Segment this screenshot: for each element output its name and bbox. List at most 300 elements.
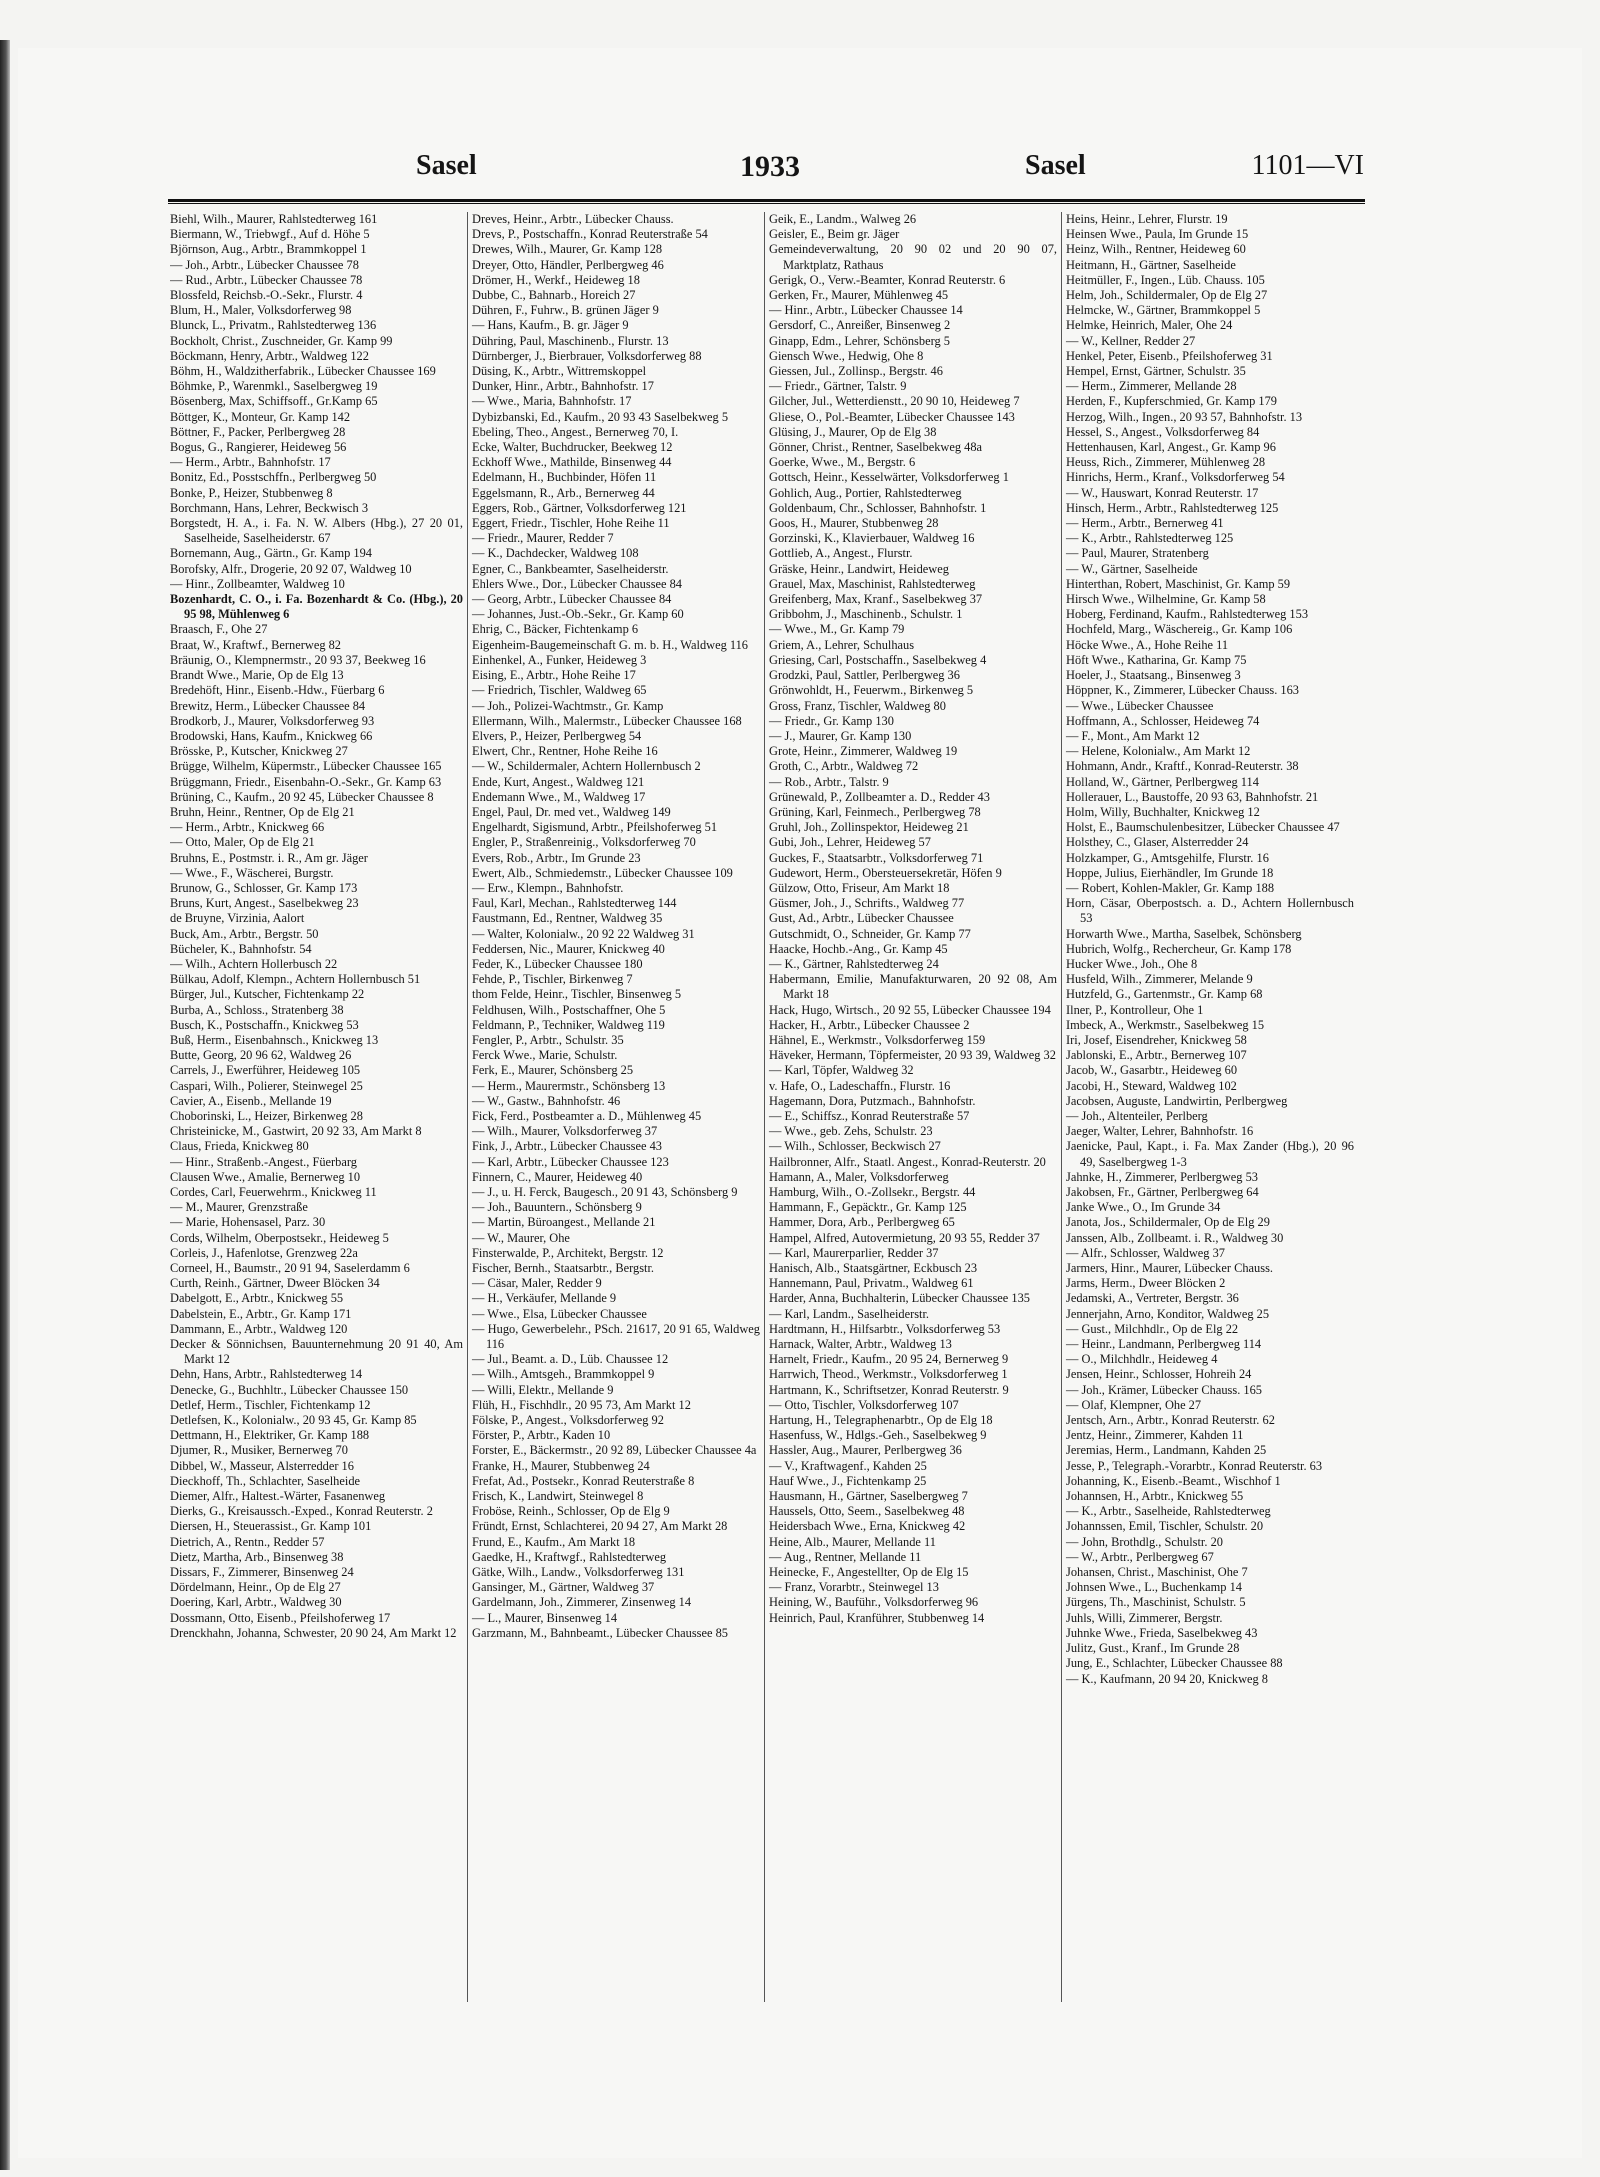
directory-entry: — Otto, Maler, Op de Elg 21 bbox=[170, 835, 315, 850]
directory-entry: Borofsky, Alfr., Drogerie, 20 92 07, Waldweg 10 bbox=[170, 561, 412, 576]
directory-entry: Gutschmidt, O., Schneider, Gr. Kamp 77 bbox=[769, 926, 971, 941]
directory-entry: Dabelgott, E., Arbtr., Knickweg 55 bbox=[170, 1291, 344, 1306]
directory-entry: Gansinger, M., Gärtner, Waldweg 37 bbox=[472, 1580, 655, 1595]
directory-entry: Fölske, P., Angest., Volksdorferweg 92 bbox=[472, 1413, 664, 1428]
directory-entry: Brügge, Wilhelm, Küpermstr., Lübecker Chaussee 165 bbox=[170, 759, 442, 774]
directory-entry: Christeinicke, M., Gastwirt, 20 92 33, Am Markt 8 bbox=[170, 1124, 422, 1139]
directory-entry: Hassler, Aug., Maurer, Perlbergweg 36 bbox=[769, 1443, 962, 1458]
directory-entry: Horwarth Wwe., Martha, Saselbek, Schönsberg bbox=[1066, 926, 1302, 941]
directory-entry: Bösenberg, Max, Schiffsoff., Gr.Kamp 65 bbox=[170, 394, 378, 409]
directory-entry: — Joh., Bauuntern., Schönsberg 9 bbox=[472, 1200, 642, 1215]
directory-entry: Froböse, Reinh., Schlosser, Op de Elg 9 bbox=[472, 1504, 670, 1519]
directory-entry: Brösske, P., Kutscher, Knickweg 27 bbox=[170, 744, 348, 759]
directory-entry: Brodkorb, J., Maurer, Volksdorferweg 93 bbox=[170, 713, 375, 728]
directory-entry: Ellermann, Wilh., Malermstr., Lübecker Chaussee 168 bbox=[472, 713, 742, 728]
directory-entry: Haacke, Hochb.-Ang., Gr. Kamp 45 bbox=[769, 941, 948, 956]
directory-entry: Häveker, Hermann, Töpfermeister, 20 93 39, Waldweg 32 bbox=[769, 1048, 1056, 1063]
directory-entry: — J., Maurer, Gr. Kamp 130 bbox=[769, 728, 912, 743]
directory-entry: Dybizbanski, Ed., Kaufm., 20 93 43 Saselbekweg 5 bbox=[472, 409, 729, 424]
directory-entry: — Willi, Elektr., Mellande 9 bbox=[472, 1382, 614, 1397]
directory-entry: Gribbohm, J., Maschinenb., Schulstr. 1 bbox=[769, 607, 963, 622]
directory-entry: Greifenberg, Max, Kranf., Saselbekweg 37 bbox=[769, 592, 983, 607]
directory-entry: — W., Kellner, Redder 27 bbox=[1066, 333, 1196, 348]
directory-entry: Drenckhahn, Johanna, Schwester, 20 90 24, Am Markt 12 bbox=[170, 1625, 457, 1640]
directory-entry: Forster, E., Bäckermstr., 20 92 89, Lübecker Chaussee 4a bbox=[472, 1443, 757, 1458]
directory-entry: Braasch, F., Ohe 27 bbox=[170, 622, 268, 637]
directory-entry: Griem, A., Lehrer, Schulhaus bbox=[769, 637, 915, 652]
directory-entry: Guckes, F., Staatsarbtr., Volksdorferweg 71 bbox=[769, 850, 984, 865]
directory-entry: Eigenheim-Baugemeinschaft G. m. b. H., Waldweg 116 bbox=[472, 637, 749, 652]
directory-entry: — Otto, Tischler, Volksdorferweg 107 bbox=[769, 1397, 959, 1412]
directory-entry: — John, Brothdlg., Schulstr. 20 bbox=[1066, 1534, 1223, 1549]
directory-entry: Jung, E., Schlachter, Lübecker Chaussee 88 bbox=[1066, 1656, 1283, 1671]
directory-entry: — Joh., Arbtr., Lübecker Chaussee 78 bbox=[170, 257, 359, 272]
directory-entry: Gaedke, H., Kraftwgf., Rahlstedterweg bbox=[472, 1549, 667, 1564]
directory-entry: Jesse, P., Telegraph.-Vorarbtr., Konrad Reuterstr. 63 bbox=[1066, 1458, 1323, 1473]
directory-entry: Böttger, K., Monteur, Gr. Kamp 142 bbox=[170, 409, 351, 424]
directory-entry: Djumer, R., Musiker, Bernerweg 70 bbox=[170, 1443, 348, 1458]
directory-entry: Heinrich, Paul, Kranführer, Stubbenweg 14 bbox=[769, 1610, 985, 1625]
directory-entry: Jennerjahn, Arno, Konditor, Waldweg 25 bbox=[1066, 1306, 1270, 1321]
directory-entry: Bruns, Kurt, Angest., Saselbekweg 23 bbox=[170, 896, 359, 911]
directory-entry: Güsmer, Joh., J., Schrifts., Waldweg 77 bbox=[769, 896, 965, 911]
directory-entry: Franke, H., Maurer, Stubbenweg 24 bbox=[472, 1458, 650, 1473]
directory-entry: — Helene, Kolonialw., Am Markt 12 bbox=[1066, 744, 1251, 759]
directory-entry: — Franz, Vorarbtr., Steinwegel 13 bbox=[769, 1580, 939, 1595]
directory-entry: — J., u. H. Ferck, Baugesch., 20 91 43, Schönsberg 9 bbox=[472, 1185, 738, 1199]
directory-entry: — O., Milchhdlr., Heideweg 4 bbox=[1066, 1352, 1218, 1367]
directory-entry: Janssen, Alb., Zollbeamt. i. R., Waldweg 30 bbox=[1066, 1230, 1284, 1245]
directory-entry: Gohlich, Aug., Portier, Rahlstedterweg bbox=[769, 485, 962, 500]
directory-entry: Bogus, G., Rangierer, Heideweg 56 bbox=[170, 440, 347, 455]
directory-entry: Hessel, S., Angest., Volksdorferweg 84 bbox=[1066, 424, 1260, 439]
directory-entry: Bockholt, Christ., Zuschneider, Gr. Kamp 99 bbox=[170, 333, 393, 348]
directory-entry: Hoberg, Ferdinand, Kaufm., Rahlstedterweg 153 bbox=[1066, 607, 1309, 622]
directory-entry: Iri, Josef, Eisendreher, Knickweg 58 bbox=[1066, 1032, 1247, 1047]
directory-entry: Bornemann, Aug., Gärtn., Gr. Kamp 194 bbox=[170, 546, 373, 561]
directory-entry: Hinterthan, Robert, Maschinist, Gr. Kamp 59 bbox=[1066, 576, 1291, 591]
directory-entry: Holst, E., Baumschulenbesitzer, Lübecker Chaussee 47 bbox=[1066, 820, 1340, 835]
directory-entry: — Wilh., Amtsgeh., Brammkoppel 9 bbox=[472, 1367, 655, 1382]
directory-entry: Buß, Herm., Eisenbahnsch., Knickweg 13 bbox=[170, 1032, 379, 1047]
directory-entry: — Martin, Büroangest., Mellande 21 bbox=[472, 1215, 656, 1230]
directory-entry: Hausmann, H., Gärtner, Saselbergweg 7 bbox=[769, 1489, 968, 1504]
directory-entry: Hamann, A., Maler, Volksdorferweg bbox=[769, 1169, 949, 1184]
directory-entry: — Wilh., Achtern Hollerbusch 22 bbox=[170, 956, 338, 971]
directory-entry: — W., Gastw., Bahnhofstr. 46 bbox=[472, 1093, 621, 1108]
directory-entry: Böttner, F., Packer, Perlbergweg 28 bbox=[170, 424, 346, 439]
directory-entry: Henkel, Peter, Eisenb., Pfeilshoferweg 31 bbox=[1066, 348, 1273, 363]
column-2 bbox=[467, 212, 764, 2002]
directory-entry: Fischer, Bernh., Staatsarbtr., Bergstr. bbox=[472, 1261, 655, 1276]
directory-entry: Flüh, H., Fischhdlr., 20 95 73, Am Markt 12 bbox=[472, 1397, 691, 1412]
directory-entry: Grauel, Max, Maschinist, Rahlstedterweg bbox=[769, 576, 976, 591]
directory-entry: Jedamski, A., Vertreter, Bergstr. 36 bbox=[1066, 1291, 1239, 1306]
directory-entry: Drevs, P., Postschaffn., Konrad Reuterstraße 54 bbox=[472, 227, 708, 242]
directory-entry: Grönwohldt, H., Feuerwm., Birkenweg 5 bbox=[769, 683, 974, 698]
directory-entry: Gliese, O., Pol.-Beamter, Lübecker Chaussee 143 bbox=[769, 409, 1015, 424]
directory-entry: Glüsing, J., Maurer, Op de Elg 38 bbox=[769, 424, 937, 439]
directory-entry: Drewes, Wilh., Maurer, Gr. Kamp 128 bbox=[472, 242, 663, 257]
directory-entry: Juhls, Willi, Zimmerer, Bergstr. bbox=[1066, 1610, 1223, 1625]
directory-entry: Gubi, Joh., Lehrer, Heideweg 57 bbox=[769, 835, 931, 850]
directory-entry: Ebeling, Theo., Angest., Bernerweg 70, I. bbox=[472, 424, 679, 439]
directory-entry: — Olaf, Klempner, Ohe 27 bbox=[1066, 1397, 1202, 1412]
directory-entry: Husfeld, Wilh., Zimmerer, Melande 9 bbox=[1066, 972, 1253, 987]
directory-entry: Ferk, E., Maurer, Schönsberg 25 bbox=[472, 1063, 634, 1078]
directory-entry: Blunck, L., Privatm., Rahlstedterweg 136 bbox=[170, 318, 377, 333]
directory-entry: Hettenhausen, Karl, Angest., Gr. Kamp 96 bbox=[1066, 440, 1276, 455]
directory-entry: Hochfeld, Marg., Wäschereig., Gr. Kamp 106 bbox=[1066, 622, 1293, 637]
header-place-right: Sasel bbox=[1025, 150, 1086, 181]
directory-entry: Bürger, Jul., Kutscher, Fichtenkamp 22 bbox=[170, 987, 365, 1002]
directory-entry: Böhmke, P., Warenmkl., Saselbergweg 19 bbox=[170, 379, 378, 394]
directory-entry: v. Hafe, O., Ladeschaffn., Flurstr. 16 bbox=[769, 1078, 951, 1093]
directory-entry: — Friedr., Gr. Kamp 130 bbox=[769, 713, 894, 728]
directory-entry: — Karl, Maurerparlier, Redder 37 bbox=[769, 1245, 939, 1260]
directory-entry: — E., Schiffsz., Konrad Reuterstraße 57 bbox=[769, 1108, 970, 1123]
directory-entry: Hinrichs, Herm., Kranf., Volksdorferweg 54 bbox=[1066, 470, 1285, 485]
directory-entry: Elwert, Chr., Rentner, Hohe Reihe 16 bbox=[472, 744, 658, 759]
directory-entry: Dreyer, Otto, Händler, Perlbergweg 46 bbox=[472, 257, 664, 272]
directory-columns bbox=[170, 212, 1368, 2002]
directory-entry: Frisch, K., Landwirt, Steinwegel 8 bbox=[472, 1489, 644, 1504]
directory-entry: Engler, P., Straßenreinig., Volksdorferweg 70 bbox=[472, 835, 696, 850]
directory-entry: Brewitz, Herm., Lübecker Chaussee 84 bbox=[170, 698, 366, 713]
directory-entry: Busch, K., Postschaffn., Knickweg 53 bbox=[170, 1017, 359, 1032]
directory-entry: Feldhusen, Wilh., Postschaffner, Ohe 5 bbox=[472, 1002, 666, 1017]
directory-entry: Dissars, F., Zimmerer, Binsenweg 24 bbox=[170, 1565, 354, 1580]
directory-entry: Finsterwalde, P., Architekt, Bergstr. 12 bbox=[472, 1245, 664, 1260]
directory-entry: Engelhardt, Sigismund, Arbtr., Pfeilshoferweg 51 bbox=[472, 820, 718, 835]
directory-entry: — Paul, Maurer, Stratenberg bbox=[1066, 546, 1209, 561]
directory-entry: Hinsch, Herm., Arbtr., Rahlstedterweg 125 bbox=[1066, 500, 1279, 515]
directory-entry: Dibbel, W., Masseur, Alsterredder 16 bbox=[170, 1458, 354, 1473]
directory-entry: Hempel, Ernst, Gärtner, Schulstr. 35 bbox=[1066, 364, 1246, 379]
directory-entry: de Bruyne, Virzinia, Aalort bbox=[170, 911, 305, 926]
directory-entry: Butte, Georg, 20 96 62, Waldweg 26 bbox=[170, 1048, 352, 1063]
directory-entry: Buck, Am., Arbtr., Bergstr. 50 bbox=[170, 926, 319, 941]
directory-entry: Dühren, F., Fuhrw., B. grünen Jäger 9 bbox=[472, 303, 659, 318]
directory-entry: Hucker Wwe., Joh., Ohe 8 bbox=[1066, 956, 1198, 971]
directory-entry: Dammann, E., Arbtr., Waldweg 120 bbox=[170, 1321, 348, 1336]
directory-entry: Heitmüller, F., Ingen., Lüb. Chauss. 105 bbox=[1066, 272, 1265, 287]
directory-entry: Burba, A., Schloss., Stratenberg 38 bbox=[170, 1002, 344, 1017]
directory-entry: Denecke, G., Buchhltr., Lübecker Chaussee 150 bbox=[170, 1382, 409, 1397]
directory-entry: — Wilh., Maurer, Volksdorferweg 37 bbox=[472, 1124, 658, 1139]
directory-entry: Geik, E., Landm., Walweg 26 bbox=[769, 212, 917, 226]
directory-entry: Hack, Hugo, Wirtsch., 20 92 55, Lübecker Chaussee 194 bbox=[769, 1002, 1051, 1017]
directory-entry: — Walter, Kolonialw., 20 92 22 Waldweg 31 bbox=[472, 926, 695, 941]
directory-entry: Frefat, Ad., Postsekr., Konrad Reuterstraße 8 bbox=[472, 1473, 695, 1488]
directory-entry: Juhnke Wwe., Frieda, Saselbekweg 43 bbox=[1066, 1625, 1258, 1640]
directory-entry: Corneel, H., Baumstr., 20 91 94, Saselerdamm 6 bbox=[170, 1261, 410, 1276]
directory-entry: Grünewald, P., Zollbeamter a. D., Redder 43 bbox=[769, 789, 990, 804]
directory-entry: Hampel, Alfred, Autovermietung, 20 93 55, Redder 37 bbox=[769, 1230, 1040, 1245]
directory-entry: Frund, E., Kaufm., Am Markt 18 bbox=[472, 1534, 636, 1549]
directory-entry: — W., Hauswart, Konrad Reuterstr. 17 bbox=[1066, 485, 1259, 500]
directory-entry: — V., Kraftwagenf., Kahden 25 bbox=[769, 1458, 927, 1473]
directory-entry: Johnsen Wwe., L., Buchenkamp 14 bbox=[1066, 1580, 1242, 1595]
directory-entry: Hoppe, Julius, Eierhändler, Im Grunde 18 bbox=[1066, 865, 1274, 880]
directory-entry: Brandt Wwe., Marie, Op de Elg 13 bbox=[170, 668, 344, 683]
directory-entry: — K., Dachdecker, Waldweg 108 bbox=[472, 546, 639, 561]
directory-entry: — Johannes, Just.-Ob.-Sekr., Gr. Kamp 60 bbox=[472, 607, 684, 622]
directory-entry: Jürgens, Th., Maschinist, Schulstr. 5 bbox=[1066, 1595, 1246, 1610]
directory-entry: — Joh., Polizei-Wachtmstr., Gr. Kamp bbox=[472, 698, 664, 713]
directory-entry: Jakobsen, Fr., Gärtner, Perlbergweg 64 bbox=[1066, 1185, 1259, 1199]
directory-entry: Hagemann, Dora, Putzmach., Bahnhofstr. bbox=[769, 1093, 976, 1108]
directory-entry: Hubrich, Wolfg., Rechercheur, Gr. Kamp 178 bbox=[1066, 941, 1292, 956]
directory-entry: Faustmann, Ed., Rentner, Waldweg 35 bbox=[472, 911, 663, 926]
directory-entry: Hollerauer, L., Baustoffe, 20 93 63, Bahnhofstr. 21 bbox=[1066, 789, 1319, 804]
directory-entry: Braat, W., Kraftwf., Bernerweg 82 bbox=[170, 637, 342, 652]
directory-entry: — Herm., Zimmerer, Mellande 28 bbox=[1066, 379, 1237, 394]
directory-entry: Brodowski, Hans, Kaufm., Knickweg 66 bbox=[170, 728, 373, 743]
directory-entry: Heidersbach Wwe., Erna, Knickweg 42 bbox=[769, 1519, 966, 1534]
directory-entry: Herzog, Wilh., Ingen., 20 93 57, Bahnhofstr. 13 bbox=[1066, 409, 1303, 424]
directory-entry: Blossfeld, Reichsb.-O.-Sekr., Flurstr. 4 bbox=[170, 288, 363, 303]
directory-entry: Hasenfuss, W., Hdlgs.-Geh., Saselbekweg 9 bbox=[769, 1428, 987, 1443]
directory-entry: Gust, Ad., Arbtr., Lübecker Chaussee bbox=[769, 911, 954, 926]
header-rule bbox=[168, 199, 1365, 204]
column-1 bbox=[170, 212, 467, 2002]
page-header bbox=[158, 150, 1364, 198]
directory-entry: Garzmann, M., Bahnbeamt., Lübecker Chaussee 85 bbox=[472, 1625, 728, 1640]
directory-entry: Bruhn, Heinr., Rentner, Op de Elg 21 bbox=[170, 804, 355, 819]
directory-entry: Jaeger, Walter, Lehrer, Bahnhofstr. 16 bbox=[1066, 1124, 1254, 1139]
directory-entry: Bonitz, Ed., Posstschffn., Perlbergweg 50 bbox=[170, 470, 377, 485]
column-3 bbox=[764, 212, 1061, 2002]
directory-entry: — Robert, Kohlen-Makler, Gr. Kamp 188 bbox=[1066, 880, 1275, 895]
directory-entry: Höppner, K., Zimmerer, Lübecker Chauss. 163 bbox=[1066, 683, 1299, 698]
directory-entry: Dabelstein, E., Arbtr., Gr. Kamp 171 bbox=[170, 1306, 352, 1321]
directory-entry: — Wwe., M., Gr. Kamp 79 bbox=[769, 622, 905, 637]
directory-entry: Hirsch Wwe., Wilhelmine, Gr. Kamp 58 bbox=[1066, 592, 1266, 607]
directory-entry: — Rud., Arbtr., Lübecker Chaussee 78 bbox=[170, 272, 363, 287]
directory-entry: Choborinski, L., Heizer, Birkenweg 28 bbox=[170, 1108, 363, 1123]
directory-entry: Holm, Willy, Buchhalter, Knickweg 12 bbox=[1066, 804, 1260, 819]
directory-entry: Hohmann, Andr., Kraftf., Konrad-Reuterstr. 38 bbox=[1066, 759, 1299, 774]
directory-entry: Bülkau, Adolf, Klempn., Achtern Hollernbusch 51 bbox=[170, 972, 421, 987]
directory-entry: — Gust., Milchhdlr., Op de Elg 22 bbox=[1066, 1321, 1239, 1336]
directory-entry: — Karl, Töpfer, Waldweg 32 bbox=[769, 1063, 914, 1078]
directory-entry: — Herm., Maurermstr., Schönsberg 13 bbox=[472, 1078, 666, 1093]
directory-entry: Gottsch, Heinr., Kesselwärter, Volksdorferweg 1 bbox=[769, 470, 1009, 485]
directory-entry: Harrwich, Theod., Werkmstr., Volksdorferweg 1 bbox=[769, 1367, 1008, 1382]
directory-entry: Claus, Frieda, Knickweg 80 bbox=[170, 1139, 309, 1154]
directory-entry: Heinsen Wwe., Paula, Im Grunde 15 bbox=[1066, 227, 1249, 242]
directory-entry: Blum, H., Maler, Volksdorferweg 98 bbox=[170, 303, 352, 318]
directory-entry: Ehrig, C., Bäcker, Fichtenkamp 6 bbox=[472, 622, 639, 637]
directory-entry: Dunker, Hinr., Arbtr., Bahnhofstr. 17 bbox=[472, 379, 654, 394]
directory-entry: Edelmann, H., Buchbinder, Höfen 11 bbox=[472, 470, 657, 485]
directory-entry: Hailbronner, Alfr., Staatl. Angest., Konrad-Reuterstr. 20 bbox=[769, 1154, 1046, 1169]
directory-entry: Ecke, Walter, Buchdrucker, Beekweg 12 bbox=[472, 440, 673, 455]
directory-entry: — L., Maurer, Binsenweg 14 bbox=[472, 1610, 618, 1625]
directory-entry: — Joh., Altenteiler, Perlberg bbox=[1066, 1108, 1208, 1123]
directory-entry: — K., Gärtner, Rahlstedterweg 24 bbox=[769, 956, 939, 971]
directory-entry: Jahnke, H., Zimmerer, Perlbergweg 53 bbox=[1066, 1169, 1258, 1184]
directory-entry: Feder, K., Lübecker Chaussee 180 bbox=[472, 956, 643, 971]
directory-entry: Goos, H., Maurer, Stubbenweg 28 bbox=[769, 516, 939, 531]
directory-entry: Janota, Jos., Schildermaler, Op de Elg 29 bbox=[1066, 1215, 1270, 1230]
directory-entry: — Wwe., geb. Zehs, Schulstr. 23 bbox=[769, 1124, 933, 1139]
directory-entry: Brunow, G., Schlosser, Gr. Kamp 173 bbox=[170, 880, 358, 895]
directory-entry: — Hinr., Zollbeamter, Waldweg 10 bbox=[170, 576, 345, 591]
directory-entry: Dehn, Hans, Arbtr., Rahlstedterweg 14 bbox=[170, 1367, 363, 1382]
directory-entry: Gruhl, Joh., Zollinspektor, Heideweg 21 bbox=[769, 820, 969, 835]
directory-entry: Harnelt, Friedr., Kaufm., 20 95 24, Bernerweg 9 bbox=[769, 1352, 1009, 1367]
directory-entry: — K., Arbtr., Rahlstedterweg 125 bbox=[1066, 531, 1234, 546]
directory-entry: Ende, Kurt, Angest., Waldweg 121 bbox=[472, 774, 645, 789]
directory-entry: Jeremias, Herm., Landmann, Kahden 25 bbox=[1066, 1443, 1267, 1458]
directory-entry: — Heinr., Landmann, Perlbergweg 114 bbox=[1066, 1337, 1262, 1352]
directory-entry: Elvers, P., Heizer, Perlbergweg 54 bbox=[472, 728, 642, 743]
directory-entry: Holland, W., Gärtner, Perlbergweg 114 bbox=[1066, 774, 1259, 789]
directory-entry: Eggers, Rob., Gärtner, Volksdorferweg 121 bbox=[472, 500, 687, 515]
directory-entry: Drömer, H., Werkf., Heideweg 18 bbox=[472, 272, 640, 287]
directory-entry: Heuss, Rich., Zimmerer, Mühlenweg 28 bbox=[1066, 455, 1266, 470]
directory-entry: Gerigk, O., Verw.-Beamter, Konrad Reuterstr. 6 bbox=[769, 272, 1006, 287]
directory-entry: Johansen, Christ., Maschinist, Ohe 7 bbox=[1066, 1565, 1248, 1580]
directory-entry: Grote, Heinr., Zimmerer, Waldweg 19 bbox=[769, 744, 958, 759]
directory-entry: Cavier, A., Eisenb., Mellande 19 bbox=[170, 1093, 332, 1108]
directory-entry: Dürnberger, J., Bierbrauer, Volksdorferweg 88 bbox=[472, 348, 702, 363]
directory-entry: Heins, Heinr., Lehrer, Flurstr. 19 bbox=[1066, 212, 1228, 226]
directory-entry: Gräske, Heinr., Landwirt, Heideweg bbox=[769, 561, 949, 576]
directory-entry: Curth, Reinh., Gärtner, Dweer Blöcken 34 bbox=[170, 1276, 380, 1291]
directory-entry: — Rob., Arbtr., Talstr. 9 bbox=[769, 774, 889, 789]
directory-entry: Hutzfeld, G., Gartenmstr., Gr. Kamp 68 bbox=[1066, 987, 1263, 1002]
directory-entry: Dördelmann, Heinr., Op de Elg 27 bbox=[170, 1580, 341, 1595]
directory-entry: Harder, Anna, Buchhalterin, Lübecker Chaussee 135 bbox=[769, 1291, 1030, 1306]
directory-entry: Giensch Wwe., Hedwig, Ohe 8 bbox=[769, 348, 924, 363]
directory-entry: Herden, F., Kupferschmied, Gr. Kamp 179 bbox=[1066, 394, 1277, 409]
directory-entry: Holsthey, C., Glaser, Alsterredder 24 bbox=[1066, 835, 1249, 850]
directory-entry: — F., Mont., Am Markt 12 bbox=[1066, 728, 1200, 743]
directory-entry: Goldenbaum, Chr., Schlosser, Bahnhofstr. 1 bbox=[769, 500, 987, 515]
directory-entry: Eising, E., Arbtr., Hohe Reihe 17 bbox=[472, 668, 636, 683]
directory-entry: Fengler, P., Arbtr., Schulstr. 35 bbox=[472, 1032, 624, 1047]
directory-entry: — Hinr., Straßenb.-Angest., Füerbarg bbox=[170, 1154, 357, 1169]
directory-entry: Gätke, Wilh., Landw., Volksdorferweg 131 bbox=[472, 1565, 685, 1580]
directory-entry: — K., Arbtr., Saselheide, Rahlstedterweg bbox=[1066, 1504, 1271, 1519]
directory-entry: — Wwe., Maria, Bahnhofstr. 17 bbox=[472, 394, 632, 409]
directory-entry: Grüning, Karl, Feinmech., Perlbergweg 78 bbox=[769, 804, 981, 819]
directory-entry: Johannsen, H., Arbtr., Knickweg 55 bbox=[1066, 1489, 1244, 1504]
directory-entry: Dierks, G., Kreisaussch.-Exped., Konrad Reuterstr. 2 bbox=[170, 1504, 433, 1519]
directory-entry: Harnack, Walter, Arbtr., Waldweg 13 bbox=[769, 1337, 952, 1352]
directory-entry: Fick, Ferd., Postbeamter a. D., Mühlenweg 45 bbox=[472, 1108, 702, 1123]
directory-entry: Carrels, J., Ewerführer, Heideweg 105 bbox=[170, 1063, 361, 1078]
directory-entry: Jarmers, Hinr., Maurer, Lübecker Chauss. bbox=[1066, 1261, 1273, 1276]
directory-entry: Ehlers Wwe., Dor., Lübecker Chaussee 84 bbox=[472, 576, 683, 591]
directory-entry: Corleis, J., Hafenlotse, Grenzweg 22a bbox=[170, 1245, 358, 1260]
directory-entry: Detlefsen, K., Kolonialw., 20 93 45, Gr. Kamp 85 bbox=[170, 1413, 417, 1428]
directory-entry: Imbeck, A., Werkmstr., Saselbekweg 15 bbox=[1066, 1017, 1265, 1032]
directory-entry: Hanisch, Alb., Staatsgärtner, Eckbusch 23 bbox=[769, 1261, 978, 1276]
directory-entry: Detlef, Herm., Tischler, Fichtenkamp 12 bbox=[170, 1397, 371, 1412]
directory-entry: — Erw., Klempn., Bahnhofstr. bbox=[472, 880, 624, 895]
directory-entry: — Wilh., Schlosser, Beckwisch 27 bbox=[769, 1139, 941, 1154]
directory-entry: Heinecke, F., Angestellter, Op de Elg 15 bbox=[769, 1565, 969, 1580]
directory-entry: Gersdorf, C., Anreißer, Binsenweg 2 bbox=[769, 318, 951, 333]
directory-entry: Björnson, Aug., Arbtr., Brammkoppel 1 bbox=[170, 242, 367, 257]
directory-entry: Holzkamper, G., Amtsgehilfe, Flurstr. 16 bbox=[1066, 850, 1269, 865]
directory-entry: — Karl, Arbtr., Lübecker Chaussee 123 bbox=[472, 1154, 669, 1169]
directory-entry: Eckhoff Wwe., Mathilde, Binsenweg 44 bbox=[472, 455, 672, 470]
directory-entry: Ilner, P., Kontrolleur, Ohe 1 bbox=[1066, 1002, 1204, 1017]
directory-entry: Dubbe, C., Bahnarb., Horeich 27 bbox=[472, 288, 636, 303]
header-place-left: Sasel bbox=[416, 150, 477, 181]
directory-entry: — Cäsar, Maler, Redder 9 bbox=[472, 1276, 602, 1291]
directory-entry: Hartung, H., Telegraphenarbtr., Op de Elg 18 bbox=[769, 1413, 993, 1428]
directory-entry: Geisler, E., Beim gr. Jäger bbox=[769, 227, 900, 242]
directory-entry: Diersen, H., Steuerassist., Gr. Kamp 101 bbox=[170, 1519, 372, 1534]
directory-entry: Decker & Sönnichsen, Bauunternehmung 20 91 40, Am Markt 12 bbox=[170, 1337, 463, 1367]
directory-entry: Ferck Wwe., Marie, Schulstr. bbox=[472, 1048, 618, 1063]
directory-entry: Gilcher, Jul., Wetterdienstt., 20 90 10, Heideweg 7 bbox=[769, 394, 1020, 409]
directory-entry: Gardelmann, Joh., Zimmerer, Zinsenweg 14 bbox=[472, 1595, 692, 1610]
directory-entry: Egner, C., Bankbeamter, Saselheiderstr. bbox=[472, 561, 669, 576]
directory-entry: Clausen Wwe., Amalie, Bernerweg 10 bbox=[170, 1169, 361, 1184]
directory-entry: Gemeindeverwaltung, 20 90 02 und 20 90 07, Marktplatz, Rathaus bbox=[769, 242, 1057, 272]
directory-entry: Dietz, Martha, Arb., Binsenweg 38 bbox=[170, 1549, 344, 1564]
directory-entry: Hammer, Dora, Arb., Perlbergweg 65 bbox=[769, 1215, 955, 1230]
directory-entry: Caspari, Wilh., Polierer, Steinwegel 25 bbox=[170, 1078, 363, 1093]
directory-entry: Helm, Joh., Schildermaler, Op de Elg 27 bbox=[1066, 288, 1268, 303]
directory-entry: Jacobi, H., Steward, Waldweg 102 bbox=[1066, 1078, 1237, 1093]
directory-entry: — Wwe., Elsa, Lübecker Chaussee bbox=[472, 1306, 647, 1321]
page-binding-edge bbox=[0, 40, 10, 2170]
directory-entry: Gönner, Christ., Rentner, Saselbekweg 48a bbox=[769, 440, 983, 455]
directory-entry: Heitmann, H., Gärtner, Saselheide bbox=[1066, 257, 1236, 272]
directory-entry: Heine, Alb., Maurer, Mellande 11 bbox=[769, 1534, 936, 1549]
directory-entry: Förster, P., Arbtr., Kaden 10 bbox=[472, 1428, 611, 1443]
directory-entry: — Georg, Arbtr., Lübecker Chaussee 84 bbox=[472, 592, 672, 607]
directory-entry: Bredehöft, Hinr., Eisenb.-Hdw., Füerbarg 6 bbox=[170, 683, 385, 698]
directory-entry: — Joh., Krämer, Lübecker Chauss. 165 bbox=[1066, 1382, 1262, 1397]
directory-entry: — Herm., Arbtr., Bernerweg 41 bbox=[1066, 516, 1224, 531]
directory-entry: Dietrich, A., Rentn., Redder 57 bbox=[170, 1534, 325, 1549]
directory-entry: Engel, Paul, Dr. med vet., Waldweg 149 bbox=[472, 804, 671, 819]
directory-entry: Evers, Rob., Arbtr., Im Grunde 23 bbox=[472, 850, 641, 865]
directory-entry: Hähnel, E., Werkmstr., Volksdorferweg 159 bbox=[769, 1032, 986, 1047]
directory-entry: — Herm., Arbtr., Knickweg 66 bbox=[170, 820, 325, 835]
directory-entry: Horn, Cäsar, Oberpostsch. a. D., Achtern Hollernbusch 53 bbox=[1066, 896, 1354, 926]
directory-entry: Feddersen, Nic., Maurer, Knickweg 40 bbox=[472, 941, 665, 956]
directory-entry: Böhm, H., Waldzitherfabrik., Lübecker Chaussee 169 bbox=[170, 364, 436, 379]
directory-entry: — Marie, Hohensasel, Parz. 30 bbox=[170, 1215, 326, 1230]
directory-entry: — W., Schildermaler, Achtern Hollernbusch 2 bbox=[472, 759, 701, 774]
directory-entry: — W., Gärtner, Saselheide bbox=[1066, 561, 1198, 576]
directory-entry: Gerken, Fr., Maurer, Mühlenweg 45 bbox=[769, 288, 949, 303]
directory-entry: — K., Kaufmann, 20 94 20, Knickweg 8 bbox=[1066, 1671, 1269, 1686]
directory-entry: Ewert, Alb., Schmiedemstr., Lübecker Chaussee 109 bbox=[472, 865, 733, 880]
directory-entry: Diemer, Alfr., Haltest.-Wärter, Fasanenweg bbox=[170, 1489, 386, 1504]
directory-entry: Dettmann, H., Elektriker, Gr. Kamp 188 bbox=[170, 1428, 370, 1443]
directory-entry: Hacker, H., Arbtr., Lübecker Chaussee 2 bbox=[769, 1017, 970, 1032]
directory-entry: Biehl, Wilh., Maurer, Rahlstedterweg 161 bbox=[170, 212, 378, 226]
directory-entry: Fehde, P., Tischler, Birkenweg 7 bbox=[472, 972, 633, 987]
directory-entry: — Wwe., F., Wäscherei, Burgstr. bbox=[170, 865, 334, 880]
directory-entry: Grodzki, Paul, Sattler, Perlbergweg 36 bbox=[769, 668, 960, 683]
directory-entry: Hamburg, Wilh., O.-Zollsekr., Bergstr. 44 bbox=[769, 1185, 976, 1199]
directory-entry: Jensen, Heinr., Schlosser, Hohreih 24 bbox=[1066, 1367, 1252, 1382]
directory-entry: Helmcke, W., Gärtner, Brammkoppel 5 bbox=[1066, 303, 1261, 318]
directory-entry: Endemann Wwe., M., Waldweg 17 bbox=[472, 789, 646, 804]
